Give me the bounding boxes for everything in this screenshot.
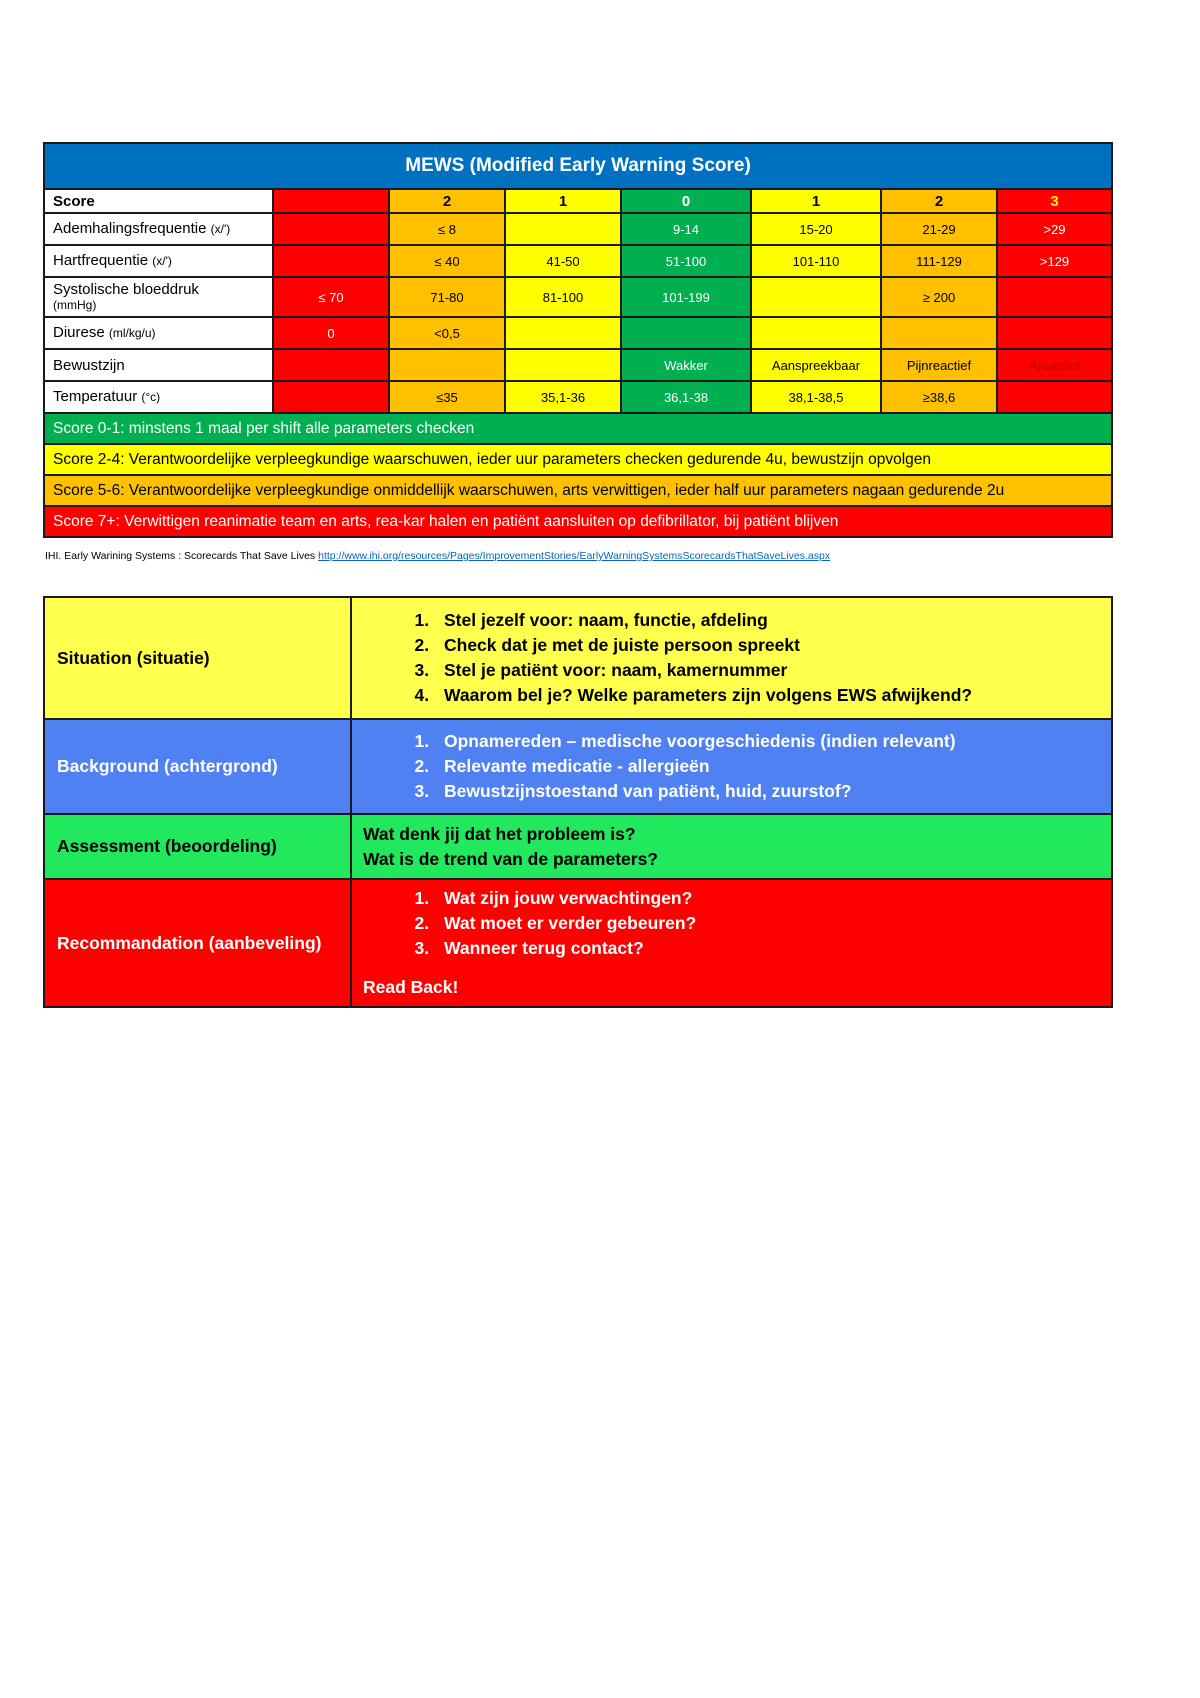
sbar-label-situation: Situation (situatie): [44, 597, 351, 719]
list-item: 3. Stel je patiënt voor: naam, kamernummer: [434, 658, 1111, 683]
score-cell: [751, 277, 881, 317]
action-score-0-1: Score 0-1: minstens 1 maal per shift alle parameters checken: [44, 413, 1112, 444]
score-cell: [505, 349, 621, 381]
score-cell: Pijnreactief: [881, 349, 997, 381]
score-cell: [997, 381, 1112, 413]
sbar-content-recommandation: [351, 879, 1112, 1007]
score-header-row: [44, 189, 1112, 213]
source-text: IHI. Early Warining Systems : Scorecards That Save Lives: [45, 550, 319, 562]
score-cell: 15-20: [751, 213, 881, 245]
score-cell: [273, 349, 389, 381]
score-cell: ≤ 70: [273, 277, 389, 317]
score-cell: 81-100: [505, 277, 621, 317]
score-header-cell: 3: [997, 189, 1112, 213]
parameter-label: Systolische bloeddruk (mmHg): [44, 277, 273, 317]
score-label: Score: [44, 189, 273, 213]
list-item: 2. Check dat je met de juiste persoon spreekt: [434, 633, 1111, 658]
score-cell: [997, 277, 1112, 317]
score-cell: [751, 317, 881, 349]
score-cell: 21-29: [881, 213, 997, 245]
sbar-content-assessment: [351, 814, 1112, 879]
score-header-cell: 2: [389, 189, 505, 213]
score-cell: [997, 317, 1112, 349]
parameter-label: Bewustzijn: [44, 349, 273, 381]
score-cell: 71-80: [389, 277, 505, 317]
score-cell: 111-129: [881, 245, 997, 277]
score-cell: [881, 317, 997, 349]
mews-title: MEWS (Modified Early Warning Score): [44, 143, 1112, 189]
parameter-label: Ademhalingsfrequentie (x/'): [44, 213, 273, 245]
table-row: [44, 213, 1112, 245]
parameter-label: Diurese (ml/kg/u): [44, 317, 273, 349]
parameter-label: Temperatuur (°c): [44, 381, 273, 413]
table-row: [44, 381, 1112, 413]
table-row: [44, 277, 1112, 317]
score-cell: ≤ 40: [389, 245, 505, 277]
source-link[interactable]: http://www.ihi.org/resources/Pages/ImprovementStories/EarlyWarningSystemsScorecardsThatSaveLives.aspx: [318, 550, 831, 562]
score-cell: <0,5: [389, 317, 505, 349]
score-cell: [389, 349, 505, 381]
score-cell: >129: [997, 245, 1112, 277]
score-cell: [621, 317, 751, 349]
source-citation: [45, 550, 830, 562]
score-cell: >29: [997, 213, 1112, 245]
sbar-table: [43, 596, 1113, 1008]
score-header-cell: 1: [751, 189, 881, 213]
action-score-7-plus: Score 7+: Verwittigen reanimatie team en arts, rea-kar halen en patiënt aansluiten op defibrillator, bij patiënt blijven: [44, 506, 1112, 537]
table-row: [44, 245, 1112, 277]
table-row: [44, 349, 1112, 381]
score-cell: 101-110: [751, 245, 881, 277]
sbar-content-situation: [351, 597, 1112, 719]
score-cell: 35,1-36: [505, 381, 621, 413]
list-item: 1. Wat zijn jouw verwachtingen?: [434, 886, 1111, 911]
score-cell: [273, 213, 389, 245]
table-row: [44, 317, 1112, 349]
score-cell: 38,1-38,5: [751, 381, 881, 413]
parameter-label: Hartfrequentie (x/'): [44, 245, 273, 277]
list-item: 2. Relevante medicatie - allergieën: [434, 754, 1111, 779]
sbar-label-recommandation: Recommandation (aanbeveling): [44, 879, 351, 1007]
sbar-label-background: Background (achtergrond): [44, 719, 351, 814]
list-item: 4. Waarom bel je? Welke parameters zijn volgens EWS afwijkend?: [434, 683, 1111, 708]
list-item: 3. Wanneer terug contact?: [434, 936, 1111, 961]
sbar-label-assessment: Assessment (beoordeling): [44, 814, 351, 879]
score-header-cell: 1: [505, 189, 621, 213]
sbar-row-situation: [44, 597, 1112, 719]
score-cell: [505, 317, 621, 349]
score-header-cell: 0: [621, 189, 751, 213]
score-cell: Areactief: [997, 349, 1112, 381]
sbar-row-background: [44, 719, 1112, 814]
list-item: 1. Stel jezelf voor: naam, functie, afdeling: [434, 608, 1111, 633]
score-cell: Wakker: [621, 349, 751, 381]
score-cell: 41-50: [505, 245, 621, 277]
score-cell: ≤ 8: [389, 213, 505, 245]
score-cell: 9-14: [621, 213, 751, 245]
mews-table: [43, 142, 1113, 538]
list-item: 3. Bewustzijnstoestand van patiënt, huid, zuurstof?: [434, 779, 1111, 804]
score-cell: Aanspreekbaar: [751, 349, 881, 381]
score-cell: ≥38,6: [881, 381, 997, 413]
list-item: 2. Wat moet er verder gebeuren?: [434, 911, 1111, 936]
score-header-cell: 3: [273, 189, 389, 213]
score-cell: 51-100: [621, 245, 751, 277]
sbar-row-assessment: [44, 814, 1112, 879]
read-back-text: Read Back!: [363, 977, 459, 997]
score-header-cell: 2: [881, 189, 997, 213]
score-cell: ≥ 200: [881, 277, 997, 317]
list-item: 1. Opnamereden – medische voorgeschiedenis (indien relevant): [434, 729, 1111, 754]
action-score-2-4: Score 2-4: Verantwoordelijke verpleegkundige waarschuwen, ieder uur parameters checken gedurende 4u, bewustzijn opvolgen: [44, 444, 1112, 475]
sbar-row-recommandation: [44, 879, 1112, 1007]
assessment-line: Wat is de trend van de parameters?: [363, 848, 658, 869]
action-score-5-6: Score 5-6: Verantwoordelijke verpleegkundige onmiddellijk waarschuwen, arts verwittigen, ieder half uur parameters nagaan gedurende 2u: [44, 475, 1112, 506]
score-cell: 36,1-38: [621, 381, 751, 413]
sbar-content-background: [351, 719, 1112, 814]
score-cell: [273, 245, 389, 277]
score-cell: [273, 381, 389, 413]
score-cell: ≤35: [389, 381, 505, 413]
score-cell: 101-199: [621, 277, 751, 317]
score-cell: [505, 213, 621, 245]
assessment-line: Wat denk jij dat het probleem is?: [363, 823, 636, 844]
score-cell: 0: [273, 317, 389, 349]
